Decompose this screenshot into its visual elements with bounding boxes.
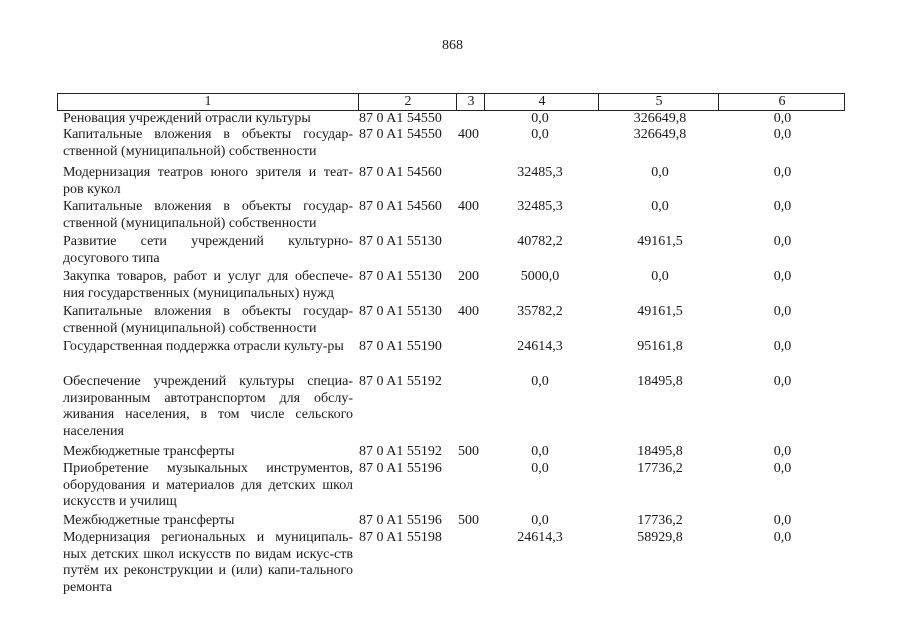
row-value-6: 0,0 (773, 339, 792, 354)
header-col-6: 6 (718, 94, 845, 110)
page-number: 868 (442, 38, 463, 53)
header-col-2: 2 (358, 94, 457, 110)
row-name: Обеспечение учреждений культуры специа-лизированным автотранспортом для обслу-живания населения, в том числе сельского населения (63, 374, 353, 439)
row-value-5: 0,0 (651, 165, 669, 180)
row-code: 87 0 A1 55130 (359, 304, 442, 319)
row-value-5: 49161,5 (637, 234, 683, 249)
row-value-4: 0,0 (531, 374, 549, 389)
row-name: Развитие сети учреждений культурно-досугового типа (63, 234, 353, 266)
row-code: 87 0 A1 55192 (359, 444, 442, 459)
row-name: Капитальные вложения в объекты государ-ственной (муниципальной) собственности (63, 304, 353, 336)
row-value-6: 0,0 (773, 234, 792, 249)
row-value-4: 0,0 (531, 127, 549, 142)
table-header-row (57, 93, 845, 111)
row-code: 87 0 A1 55130 (359, 234, 442, 249)
row-name: Межбюджетные трансферты (63, 513, 235, 528)
row-value-5: 17736,2 (637, 513, 683, 528)
row-value-4: 32485,3 (517, 199, 563, 214)
row-type: 400 (458, 127, 479, 142)
row-code: 87 0 A1 55196 (359, 461, 442, 476)
row-code: 87 0 A1 55198 (359, 530, 442, 545)
row-type: 200 (458, 269, 479, 284)
row-value-6: 0,0 (773, 111, 792, 126)
row-value-6: 0,0 (773, 530, 792, 545)
row-code: 87 0 A1 54560 (359, 199, 442, 214)
row-value-4: 5000,0 (520, 269, 560, 284)
header-col-4: 4 (484, 94, 599, 110)
row-value-6: 0,0 (773, 513, 792, 528)
row-value-5: 0,0 (651, 199, 669, 214)
row-name: Модернизация региональных и муниципаль-ных детских школ искусств по видам искус-ств путём их реконструкции и (или) капи-тального ремонта (63, 530, 353, 595)
row-value-6: 0,0 (773, 127, 792, 142)
row-code: 87 0 A1 54550 (359, 111, 442, 126)
row-code: 87 0 A1 55190 (359, 339, 442, 354)
row-value-6: 0,0 (773, 199, 792, 214)
header-col-5: 5 (598, 94, 719, 110)
row-value-6: 0,0 (773, 269, 792, 284)
row-value-5: 0,0 (651, 269, 669, 284)
row-value-5: 18495,8 (637, 444, 683, 459)
row-code: 87 0 A1 54550 (359, 127, 442, 142)
row-name: Реновация учреждений отрасли культуры (63, 111, 311, 126)
row-value-4: 40782,2 (517, 234, 563, 249)
row-type: 500 (458, 513, 479, 528)
row-name: Межбюджетные трансферты (63, 444, 235, 459)
row-value-4: 0,0 (531, 111, 549, 126)
header-col-3: 3 (456, 94, 485, 110)
row-value-6: 0,0 (773, 304, 792, 319)
row-name: Закупка товаров, работ и услуг для обеспече-ния государственных (муниципальных) нужд (63, 269, 353, 301)
row-code: 87 0 A1 55196 (359, 513, 442, 528)
row-name: Модернизация театров юного зрителя и теат-ров кукол (63, 165, 353, 197)
row-name: Капитальные вложения в объекты государ-ственной (муниципальной) собственности (63, 199, 353, 231)
row-type: 400 (458, 199, 479, 214)
row-code: 87 0 A1 55192 (359, 374, 442, 389)
row-value-4: 24614,3 (517, 530, 563, 545)
row-value-4: 0,0 (531, 461, 549, 476)
row-type: 500 (458, 444, 479, 459)
row-value-4: 0,0 (531, 513, 549, 528)
row-value-5: 18495,8 (637, 374, 683, 389)
row-name: Приобретение музыкальных инструментов, оборудования и материалов для детских школ искусств и училищ (63, 461, 353, 509)
row-type: 400 (458, 304, 479, 319)
row-value-6: 0,0 (773, 444, 792, 459)
row-value-6: 0,0 (773, 461, 792, 476)
row-code: 87 0 A1 54560 (359, 165, 442, 180)
row-value-5: 326649,8 (633, 111, 687, 126)
header-col-1: 1 (204, 94, 212, 109)
row-value-5: 58929,8 (637, 530, 683, 545)
row-value-4: 35782,2 (517, 304, 563, 319)
row-value-6: 0,0 (773, 374, 792, 389)
row-value-5: 326649,8 (633, 127, 687, 142)
row-value-4: 24614,3 (517, 339, 563, 354)
row-value-4: 0,0 (531, 444, 549, 459)
row-value-6: 0,0 (773, 165, 792, 180)
row-value-5: 17736,2 (637, 461, 683, 476)
row-value-5: 49161,5 (637, 304, 683, 319)
row-value-4: 32485,3 (517, 165, 563, 180)
row-value-5: 95161,8 (637, 339, 683, 354)
row-code: 87 0 A1 55130 (359, 269, 442, 284)
row-name: Капитальные вложения в объекты государ-ственной (муниципальной) собственности (63, 127, 353, 159)
row-name: Государственная поддержка отрасли культу-ры (63, 339, 344, 354)
